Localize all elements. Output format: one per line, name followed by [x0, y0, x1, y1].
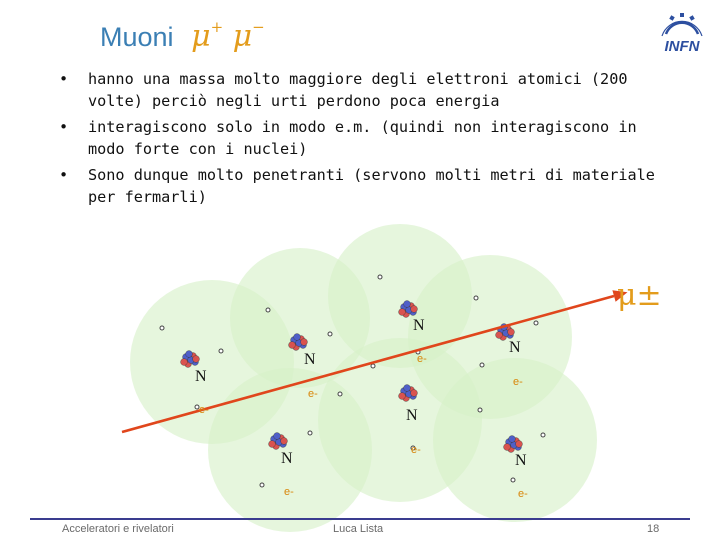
nucleon [516, 441, 523, 448]
bullet-text: hanno una massa molto maggiore degli elettroni atomici (200 volte) perciò negli urti perdono poca energia [88, 70, 628, 110]
nucleon [504, 444, 511, 451]
nucleon [509, 436, 516, 443]
nucleon [399, 393, 406, 400]
nucleon [289, 342, 296, 349]
nucleon [181, 359, 188, 366]
electron-dot [160, 326, 164, 330]
nucleon [274, 433, 281, 440]
nucleus-label: N [281, 450, 293, 467]
electron-dot [266, 308, 270, 312]
electron-label: e- [308, 388, 318, 400]
footer-course: Acceleratori e rivelatori [62, 523, 174, 535]
nucleon [281, 438, 288, 445]
electron-label: e- [513, 376, 523, 388]
muon-label: μ± [617, 278, 662, 313]
nucleus-label: N [195, 368, 207, 385]
bullet-text: interagiscono solo in modo e.m. (quindi non interagiscono in modo forte con i nuclei) [88, 118, 637, 158]
electron-label: e- [284, 486, 294, 498]
nucleus-label: N [413, 317, 425, 334]
nucleon [301, 339, 308, 346]
electron-label: e- [411, 444, 421, 456]
nucleon [404, 385, 411, 392]
title-text: Muoni [100, 22, 174, 52]
nucleon [411, 390, 418, 397]
nucleon [404, 301, 411, 308]
electron-dot [378, 275, 382, 279]
footer-page-number: 18 [647, 523, 660, 535]
bullet-marker: • [59, 118, 69, 136]
electron-label: e- [518, 488, 528, 500]
electron-dot [308, 431, 312, 435]
footer-divider [30, 518, 690, 520]
electron-dot [371, 364, 375, 368]
footer-author: Luca Lista [333, 523, 384, 535]
mu-minus-symbol: μ− [232, 18, 265, 54]
nucleon [508, 329, 515, 336]
electron-dot [474, 296, 478, 300]
electron-dot [541, 433, 545, 437]
nucleon [411, 306, 418, 313]
nucleus-label: N [304, 351, 316, 368]
nucleon [186, 351, 193, 358]
electron-label: e- [417, 353, 427, 365]
electron-dot [480, 363, 484, 367]
nucleon [269, 441, 276, 448]
bullet-text: Sono dunque molto penetranti (servono molti metri di materiale per fermarli) [88, 166, 655, 206]
nucleus-label: N [515, 452, 527, 469]
nucleon [294, 334, 301, 341]
electron-label: e- [199, 404, 209, 416]
nucleus-label: N [406, 407, 418, 424]
electron-dot [511, 478, 515, 482]
bullet-marker: • [59, 166, 69, 184]
nucleon [496, 332, 503, 339]
electron-dot [260, 483, 264, 487]
bullet-marker: • [59, 70, 69, 88]
electron-dot [338, 392, 342, 396]
electron-dot [219, 349, 223, 353]
electron-dot [534, 321, 538, 325]
mu-plus-symbol: μ+ [191, 18, 224, 54]
electron-dot [478, 408, 482, 412]
nucleus-label: N [509, 339, 521, 356]
electron-dot [328, 332, 332, 336]
nucleon [399, 309, 406, 316]
nucleon [193, 356, 200, 363]
logo-text: INFN [664, 38, 700, 55]
